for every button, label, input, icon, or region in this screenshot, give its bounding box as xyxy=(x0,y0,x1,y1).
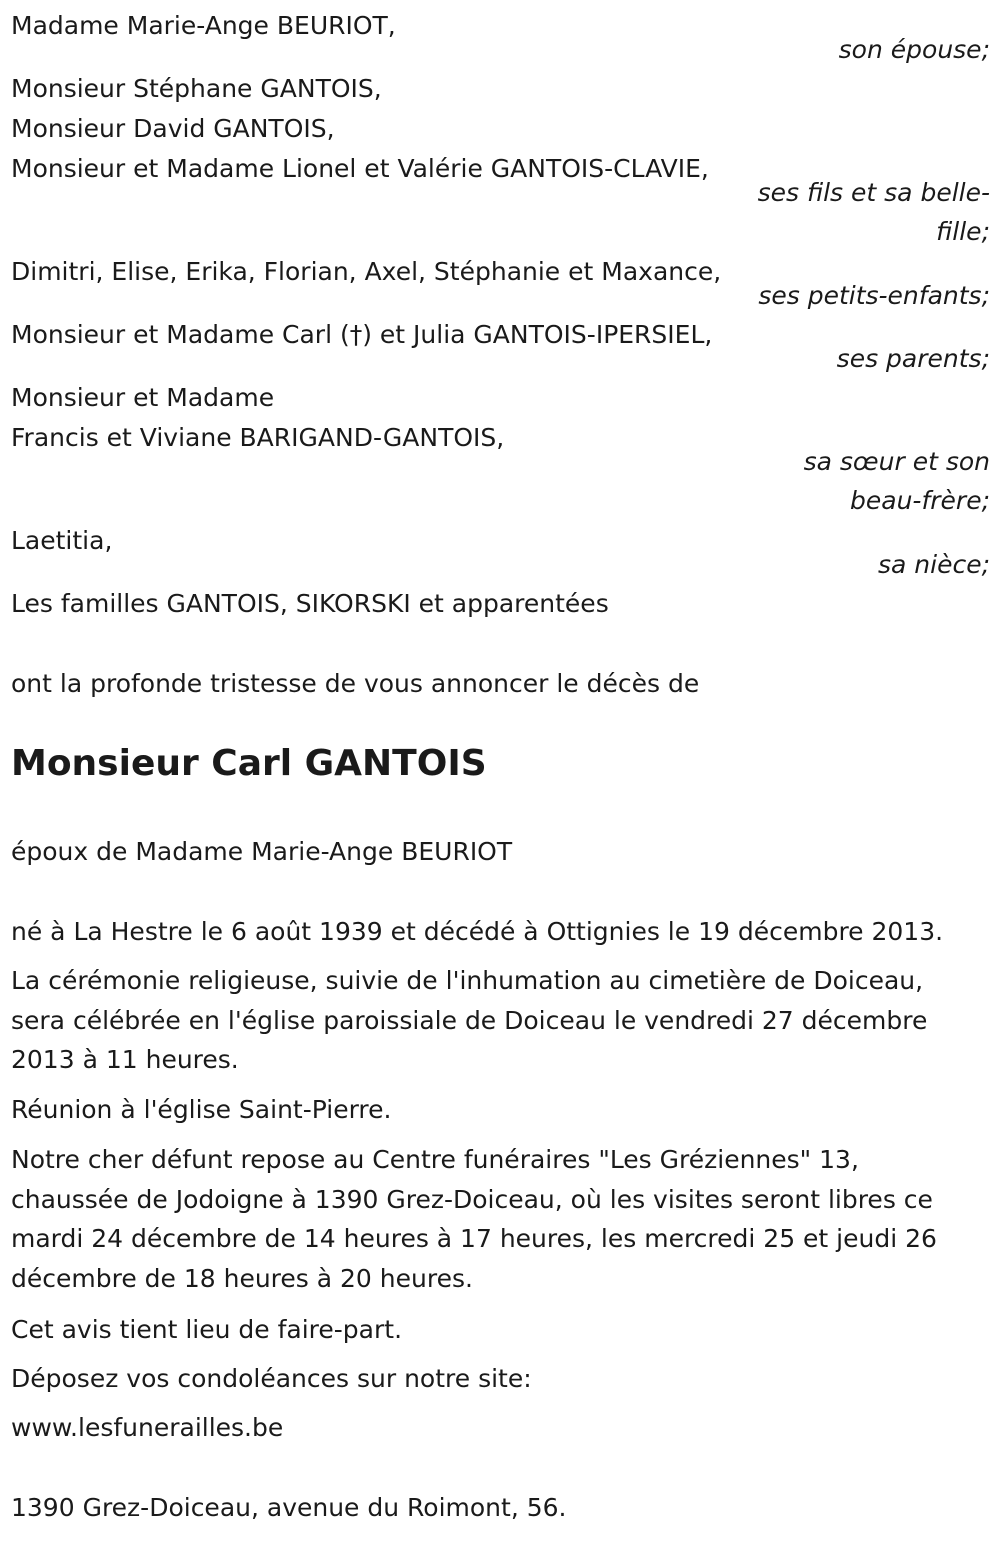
families-line: Les familles GANTOIS, SIKORSKI et apparentées xyxy=(11,589,609,618)
website-link[interactable]: www.lesfunerailles.be xyxy=(11,1413,284,1442)
address-text: 1390 Grez-Doiceau, avenue du Roimont, 56. xyxy=(11,1493,567,1522)
niece-role: sa nièce; xyxy=(877,550,990,579)
rest-line1: Notre cher défunt repose au Centre funéraires "Les Gréziennes" 13, xyxy=(11,1145,859,1174)
sister-role-line1: sa sœur et son xyxy=(803,447,990,476)
son-stephane: Monsieur Stéphane GANTOIS, xyxy=(11,74,382,103)
announcement-text: ont la profonde tristesse de vous annoncer le décès de xyxy=(11,669,700,698)
ceremony-line1: La cérémonie religieuse, suivie de l'inhumation au cimetière de Doiceau, xyxy=(11,966,924,995)
birth-death-text: né à La Hestre le 6 août 1939 et décédé à Ottignies le 19 décembre 2013. xyxy=(11,917,944,946)
notice-text: Cet avis tient lieu de faire-part. xyxy=(11,1315,403,1344)
son-lionel: Monsieur et Madame Lionel et Valérie GANTOIS-CLAVIE, xyxy=(11,154,709,183)
parents-role: ses parents; xyxy=(836,344,990,373)
deceased-name: Monsieur Carl GANTOIS xyxy=(11,743,487,784)
condolences-label: Déposez vos condoléances sur notre site: xyxy=(11,1364,532,1393)
sister-line2: Francis et Viviane BARIGAND-GANTOIS, xyxy=(11,423,505,452)
ceremony-line3: 2013 à 11 heures. xyxy=(11,1045,239,1074)
sons-role-line1: ses fils et sa belle- xyxy=(757,178,990,207)
sister-role-line2: beau-frère; xyxy=(850,486,990,515)
spouse-of-text: époux de Madame Marie-Ange BEURIOT xyxy=(11,837,513,866)
spouse-role: son épouse; xyxy=(838,35,990,64)
meeting-text: Réunion à l'église Saint-Pierre. xyxy=(11,1095,392,1124)
spouse-name: Madame Marie-Ange BEURIOT, xyxy=(11,11,396,40)
niece-name: Laetitia, xyxy=(11,526,113,555)
grandchildren-names: Dimitri, Elise, Erika, Florian, Axel, Stéphanie et Maxance, xyxy=(11,257,722,286)
son-david: Monsieur David GANTOIS, xyxy=(11,114,335,143)
rest-line4: décembre de 18 heures à 20 heures. xyxy=(11,1264,473,1293)
sister-line1: Monsieur et Madame xyxy=(11,383,275,412)
ceremony-line2: sera célébrée en l'église paroissiale de Doiceau le vendredi 27 décembre xyxy=(11,1006,928,1035)
rest-line2: chaussée de Jodoigne à 1390 Grez-Doiceau, où les visites seront libres ce xyxy=(11,1185,933,1214)
parents-names: Monsieur et Madame Carl (†) et Julia GANTOIS-IPERSIEL, xyxy=(11,320,713,349)
grandchildren-role: ses petits-enfants; xyxy=(758,281,990,310)
sons-role-line2: fille; xyxy=(936,217,990,246)
rest-line3: mardi 24 décembre de 14 heures à 17 heures, les mercredi 25 et jeudi 26 xyxy=(11,1224,937,1253)
